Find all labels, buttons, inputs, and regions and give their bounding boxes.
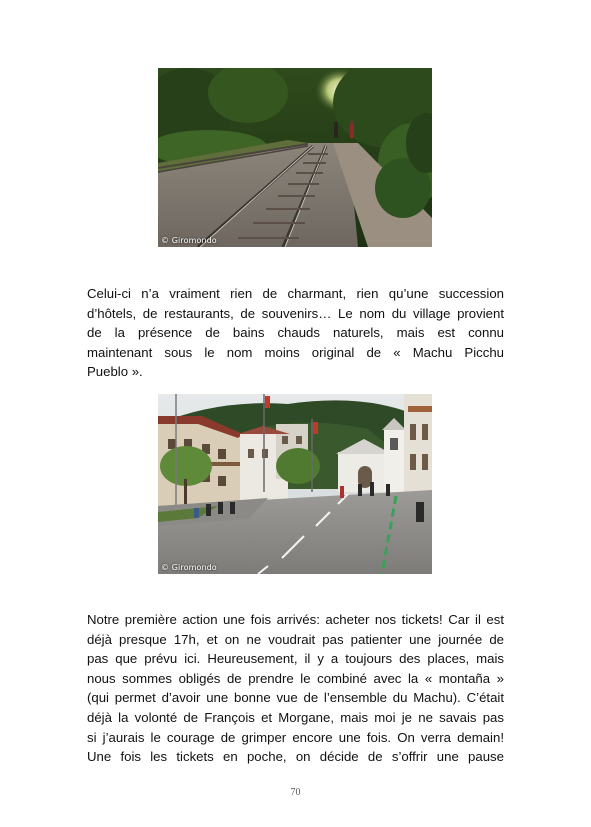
village-photo	[158, 394, 432, 574]
text-line: Une fois les tickets en poche, on décide de s’offrir une pause	[87, 749, 504, 765]
text-line: d’hôtels, de restaurants, de souvenirs… Le nom du village provient	[87, 305, 504, 321]
text-line: déjà la volonté de François et Morgane, mais moi je ne savais pas	[87, 709, 504, 725]
railway-photo	[158, 68, 432, 247]
text-line: nous sommes obligés de prendre le combiné avec la « montaña »	[87, 670, 504, 686]
railway-photo-image	[158, 68, 432, 247]
photo-credit: © Giromondo	[161, 563, 217, 572]
page-number: 70	[290, 787, 301, 798]
paragraph-village	[87, 284, 504, 382]
text-line: (qui permet d’avoir une bonne vue de l’ensemble du Machu). C’était	[87, 690, 504, 706]
text-line: Notre première action une fois arrivés: acheter nos tickets! Car il est	[87, 612, 504, 627]
text-line: si j’aurais le courage de grimper encore une fois. On verra demain!	[87, 729, 504, 745]
text-line: maintenant sous le nom moins original de « Machu Picchu	[87, 344, 504, 360]
text-line: déjà presque 17h, et on ne voudrait pas patienter une journée de	[87, 631, 504, 647]
photo-credit: © Giromondo	[161, 236, 217, 245]
text-line: pas que prévu ici. Heureusement, il y a toujours des places, mais	[87, 651, 504, 667]
paragraph-tickets	[87, 610, 504, 767]
text-line: de la présence de bains chauds naturels, mais est connu	[87, 325, 504, 341]
text-line: Celui-ci n’a vraiment rien de charmant, rien qu’une succession	[87, 286, 504, 301]
text-line: Pueblo ».	[87, 364, 143, 380]
village-photo-image	[158, 394, 432, 574]
